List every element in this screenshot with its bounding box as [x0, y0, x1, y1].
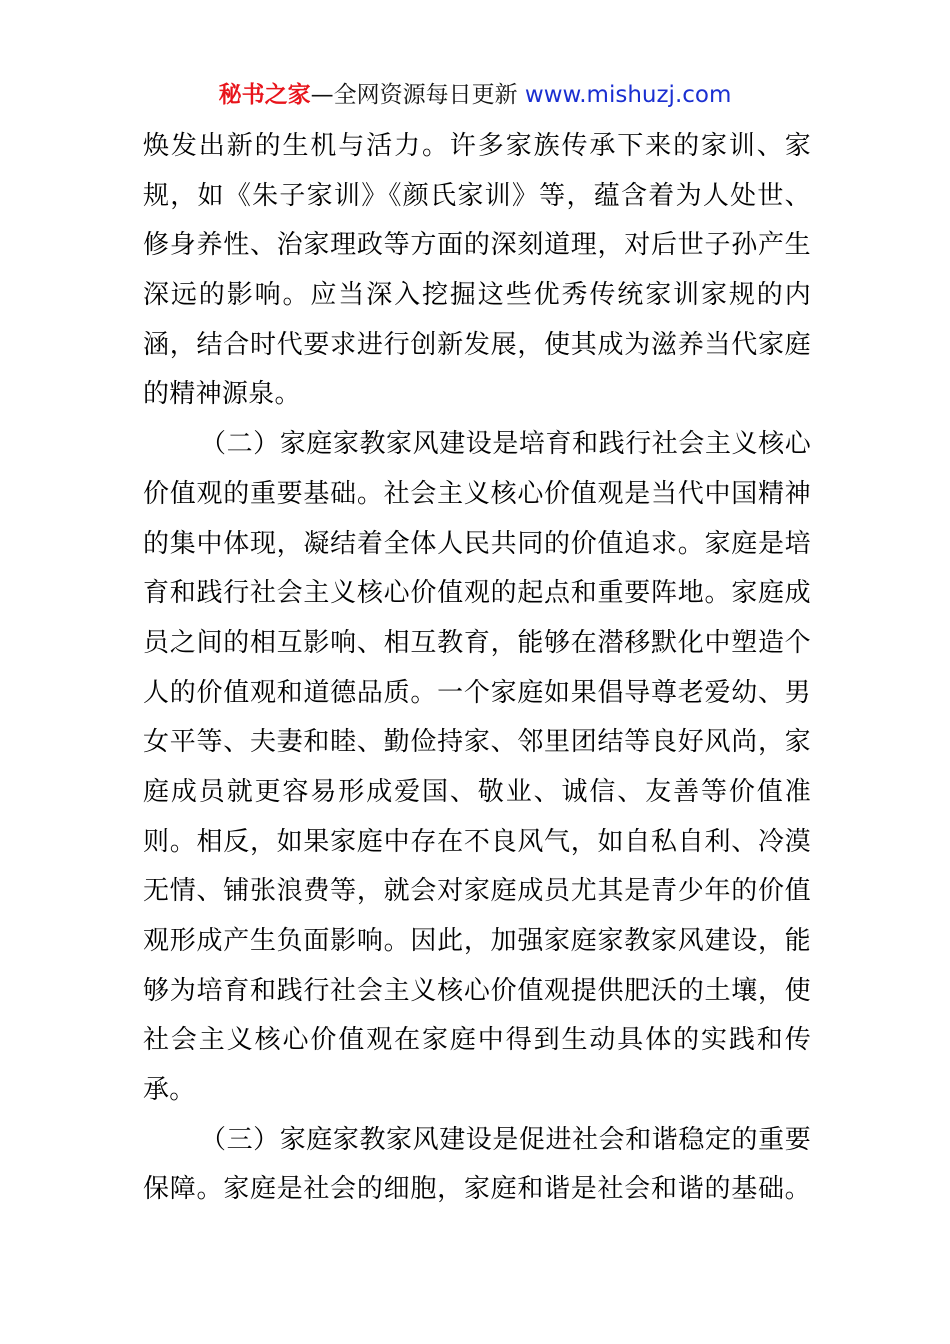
text-line: 员之间的相互影响、相互教育，能够在潜移默化中塑造个 [143, 627, 811, 658]
text-line: 涵，结合时代要求进行创新发展，使其成为滋养当代家庭 [143, 329, 811, 360]
text-line: 庭成员就更容易形成爱国、敬业、诚信、友善等价值准 [143, 776, 811, 807]
text-line: 的集中体现，凝结着全体人民共同的价值追求。家庭是培 [143, 528, 811, 559]
text-line: 焕发出新的生机与活力。许多家族传承下来的家训、家 [143, 131, 811, 161]
text-line: 承。 [143, 1075, 196, 1106]
site-header [0, 78, 950, 112]
section-heading-line: （三）家庭家教家风建设是促进社会和谐稳定的重要 [200, 1124, 811, 1155]
text-line: 无情、铺张浪费等，就会对家庭成员尤其是青少年的价值 [143, 876, 811, 907]
text-line: 保障。家庭是社会的细胞，家庭和谐是社会和谐的基础。 [143, 1174, 811, 1205]
text-line: 人的价值观和道德品质。一个家庭如果倡导尊老爱幼、男 [143, 677, 811, 708]
text-line: 的精神源泉。 [143, 379, 301, 410]
text-line: 修身养性、治家理政等方面的深刻道理，对后世子孙产生 [143, 230, 811, 261]
header-tagline: —全网资源每日更新 [310, 82, 518, 108]
text-line: 价值观的重要基础。社会主义核心价值观是当代中国精神 [143, 478, 811, 509]
text-line: 女平等、夫妻和睦、勤俭持家、邻里团结等良好风尚，家 [143, 727, 811, 758]
text-line: 规，如《朱子家训》《颜氏家训》等，蕴含着为人处世、 [143, 180, 811, 211]
section-heading-line: （二）家庭家教家风建设是培育和践行社会主义核心 [200, 429, 811, 460]
text-line: 够为培育和践行社会主义核心价值观提供肥沃的土壤，使 [143, 975, 811, 1006]
text-line: 观形成产生负面影响。因此，加强家庭家教家风建设，能 [143, 926, 811, 956]
text-line: 则。相反，如果家庭中存在不良风气，如自私自利、冷漠 [143, 826, 811, 857]
document-body [143, 122, 811, 1215]
text-line: 社会主义核心价值观在家庭中得到生动具体的实践和传 [143, 1025, 811, 1056]
text-line: 深远的影响。应当深入挖掘这些优秀传统家训家规的内 [143, 280, 811, 311]
site-url-link[interactable]: www.mishuzj.com [524, 82, 732, 108]
brand-name: 秘书之家 [218, 82, 311, 108]
text-line: 育和践行社会主义核心价值观的起点和重要阵地。家庭成 [143, 578, 811, 609]
